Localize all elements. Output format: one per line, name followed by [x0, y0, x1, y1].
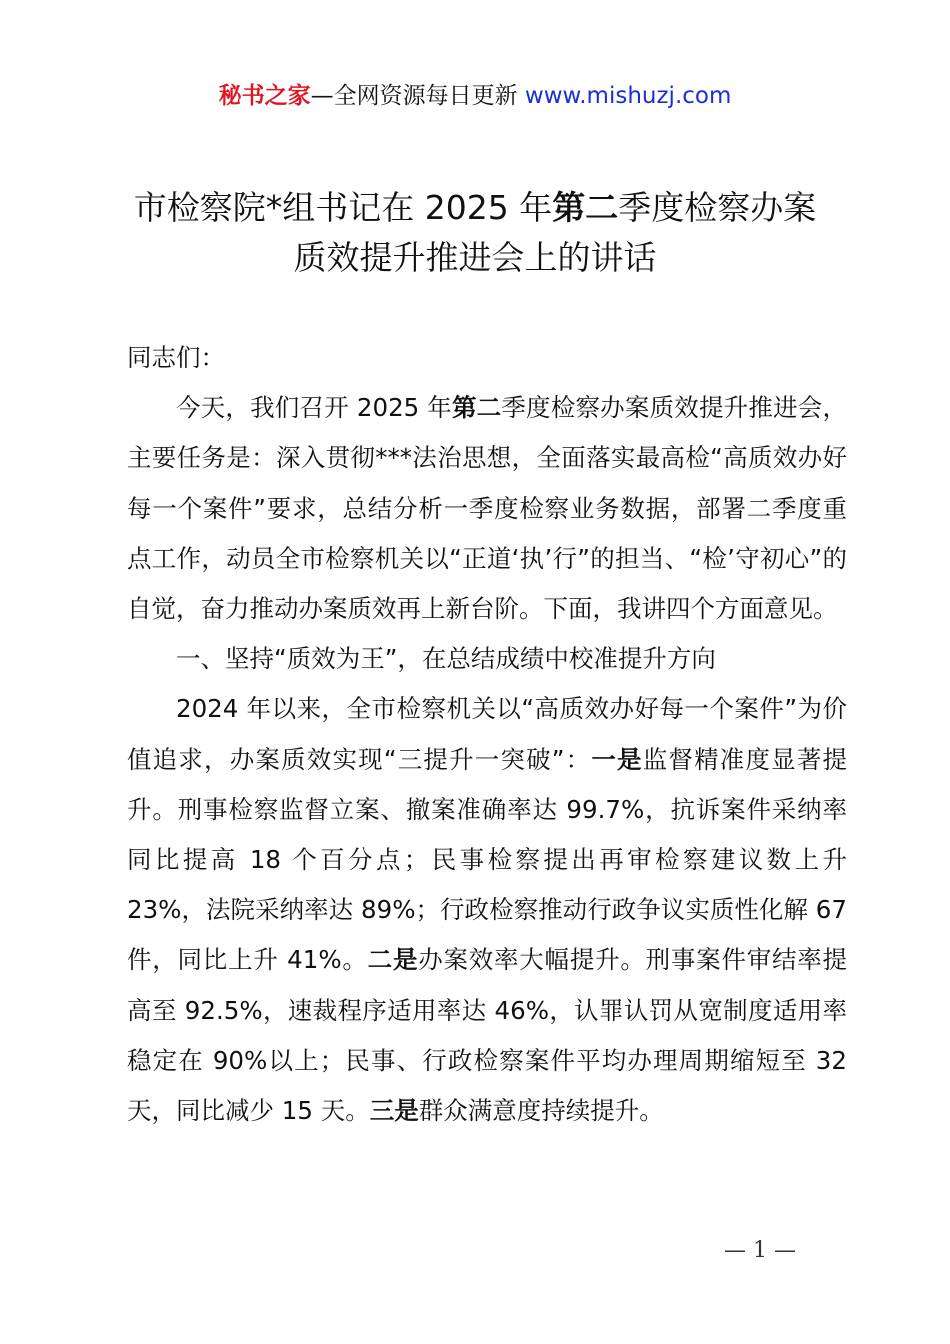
text-segment: 办案效率大幅提升。刑事案件审结率提高至 92.5%，速裁程序适用率达 46%，认罪认罚从宽制度适用率稳定在 90%以上；民事、行政检察案件平均办理周期缩短至 32 天，同比减少 15 天。: [127, 945, 848, 1126]
text-emphasis: 三是: [369, 1096, 419, 1126]
page-number: — 1 —: [724, 1238, 796, 1263]
title-segment: 市检察院*组书记在 2025 年: [133, 188, 553, 227]
text-emphasis: 二是: [367, 945, 419, 975]
document-title: [110, 183, 840, 283]
paragraph-achievements: [127, 684, 847, 1136]
document-body: [127, 333, 847, 1136]
banner-tagline: —全网资源每日更新: [310, 83, 518, 109]
banner-url-link[interactable]: www.mishuzj.com: [524, 83, 732, 109]
text-emphasis: 一是: [591, 744, 643, 774]
title-emphasis: 第二: [552, 188, 619, 227]
site-banner: [0, 80, 950, 112]
paragraph-intro: [127, 383, 847, 634]
title-line-1: [110, 183, 840, 233]
title-line-2: 质效提升推进会上的讲话: [293, 238, 657, 277]
title-segment: 季度检察办案: [618, 188, 817, 227]
text-segment: 季度检察办案质效提升推进会，主要任务是：深入贯彻***法治思想，全面落实最高检“高质效办好每一个案件”要求，总结分析一季度检察业务数据，部署二季度重点工作，动员全市检察机关以“正道‘执’行”的担当、“检’守初心”的自觉，奋力推动办案质效再上新台阶。下面，我讲四个方面意见。: [127, 393, 847, 624]
text-segment: 群众满意度持续提升。: [418, 1096, 664, 1126]
section-heading-1: 一、坚持“质效为王”，在总结成绩中校准提升方向: [176, 644, 716, 674]
text-segment: 今天，我们召开 2025 年: [176, 393, 452, 423]
text-emphasis: 第二: [451, 393, 502, 423]
text-segment: 监督精准度显著提升。刑事检察监督立案、撤案准确率达 99.7%，抗诉案件采纳率同比提高 18 个百分点；民事检察提出再审检察建议数上升 23%，法院采纳率达 89%；行政检察推动行政争议实质性化解 67 件，同比上升 41%。: [127, 744, 848, 975]
salutation: 同志们：: [127, 343, 225, 372]
banner-brand: 秘书之家: [218, 83, 311, 109]
text-segment: 2024 年以来，全市检察机关以“高质效办好每一个案件”为价值追求，办案质效实现“三提升一突破”：: [127, 694, 847, 774]
